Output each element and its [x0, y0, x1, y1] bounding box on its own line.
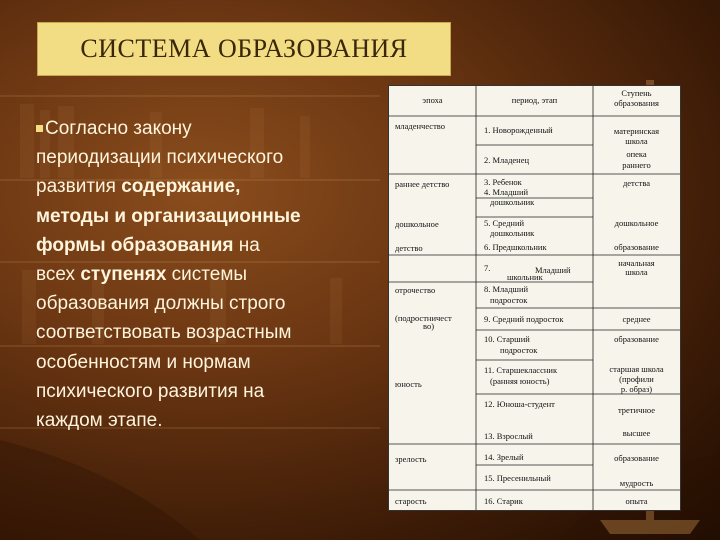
text-line-9: [36, 348, 372, 377]
text-run: на: [233, 234, 260, 256]
period-cell: подросток: [490, 295, 528, 305]
header-stage: Ступень: [621, 88, 652, 98]
stage-cell: высшее: [622, 428, 651, 438]
epoch-cell: детство: [395, 243, 423, 253]
bold-run: методы и организационные: [36, 205, 301, 227]
stage-cell: мудрость: [619, 478, 654, 488]
text-run: системы: [166, 264, 248, 286]
bullet-icon: [36, 125, 43, 132]
period-cell: 12. Юноша-студент: [484, 399, 555, 409]
stage-cell: опека: [626, 149, 647, 159]
text-run: развития: [36, 176, 122, 198]
stage-cell: дошкольное: [614, 218, 659, 228]
stage-cell: материнская: [613, 126, 660, 136]
text-line-8: [36, 318, 372, 347]
stage-cell: раннего: [622, 160, 651, 170]
period-cell: 7.: [484, 263, 491, 273]
text-line-6: [36, 260, 372, 289]
period-cell: 13. Взрослый: [484, 431, 533, 441]
stage-cell: образование: [614, 334, 659, 344]
stage-cell: начальная: [618, 258, 655, 268]
text-line-7: [36, 289, 372, 318]
period-cell: (ранняя юность): [490, 376, 550, 386]
text-line-5: [36, 231, 372, 260]
epoch-cell: старость: [395, 496, 427, 506]
text-run: каждом этапе.: [36, 410, 163, 432]
period-cell: 8. Младший: [484, 284, 529, 294]
text-line-1: [36, 114, 372, 143]
stage-cell: старшая школа: [609, 364, 664, 374]
period-cell: 10. Старший: [484, 334, 530, 344]
bold-run: ступенях: [80, 264, 167, 286]
text-line-11: [36, 406, 372, 435]
text-line-10: [36, 377, 372, 406]
text-line-4: [36, 202, 372, 231]
period-cell: 3. Ребенок: [484, 177, 522, 187]
education-system-table: [389, 86, 680, 510]
text-run: особенностям и нормам: [36, 351, 251, 373]
text-line-3: [36, 172, 372, 201]
period-cell: подросток: [500, 345, 538, 355]
epoch-cell: зрелость: [395, 454, 427, 464]
period-cell: школьник: [507, 272, 543, 282]
epoch-cell: (подростничест: [395, 313, 452, 323]
period-cell: 2. Младенец: [484, 155, 530, 165]
text-run: соответствовать возрастным: [36, 322, 292, 344]
period-cell: 14. Зрелый: [484, 452, 524, 462]
bold-run: формы образования: [36, 234, 234, 256]
header-epoch: эпоха: [422, 95, 443, 105]
period-cell: дошкольник: [490, 197, 535, 207]
period-cell: 1. Новорожденный: [484, 125, 553, 135]
stage-cell: опыта: [625, 496, 648, 506]
epoch-cell: младенчество: [395, 121, 445, 131]
text-line-2: [36, 143, 372, 172]
stage-cell: (профили: [619, 374, 654, 384]
stage-cell: образование: [614, 453, 659, 463]
text-run: Согласно закону: [45, 118, 192, 139]
stage-cell: школа: [625, 136, 648, 146]
epoch-cell: юность: [395, 379, 422, 389]
epoch-cell: во): [423, 321, 435, 331]
slide-title: СИСТЕМА ОБРАЗОВАНИЯ: [80, 34, 408, 63]
epoch-cell: отрочество: [395, 285, 436, 295]
period-cell: 11. Старшеклассник: [484, 365, 558, 375]
period-cell: 15. Пресенильный: [484, 473, 551, 483]
main-text: [36, 114, 372, 435]
header-period: период, этап: [511, 95, 558, 105]
text-run: периодизации психического: [36, 147, 284, 169]
title-box: [37, 22, 451, 76]
period-cell: 5. Средний: [484, 218, 525, 228]
stage-cell: третичное: [617, 405, 656, 415]
period-cell: 9. Средний подросток: [484, 314, 564, 324]
stage-cell: образование: [614, 242, 659, 252]
text-run: образования должны строго: [36, 293, 286, 315]
epoch-cell: дошкольное: [395, 219, 439, 229]
stage-cell: р. образ): [620, 384, 653, 394]
period-cell: Младший: [535, 265, 571, 275]
stage-cell: среднее: [622, 314, 651, 324]
period-cell: 16. Старик: [484, 496, 523, 506]
epoch-cell: раннее детство: [395, 179, 450, 189]
header-stage: образования: [614, 98, 659, 108]
text-run: психического развития на: [36, 380, 265, 402]
period-cell: дошкольник: [490, 228, 535, 238]
text-run: всех: [36, 264, 81, 286]
period-cell: 6. Предшкольник: [484, 242, 547, 252]
period-cell: 4. Младший: [484, 187, 529, 197]
stage-cell: школа: [625, 267, 648, 277]
bold-run: содержание,: [121, 176, 241, 198]
stage-cell: детства: [622, 178, 651, 188]
